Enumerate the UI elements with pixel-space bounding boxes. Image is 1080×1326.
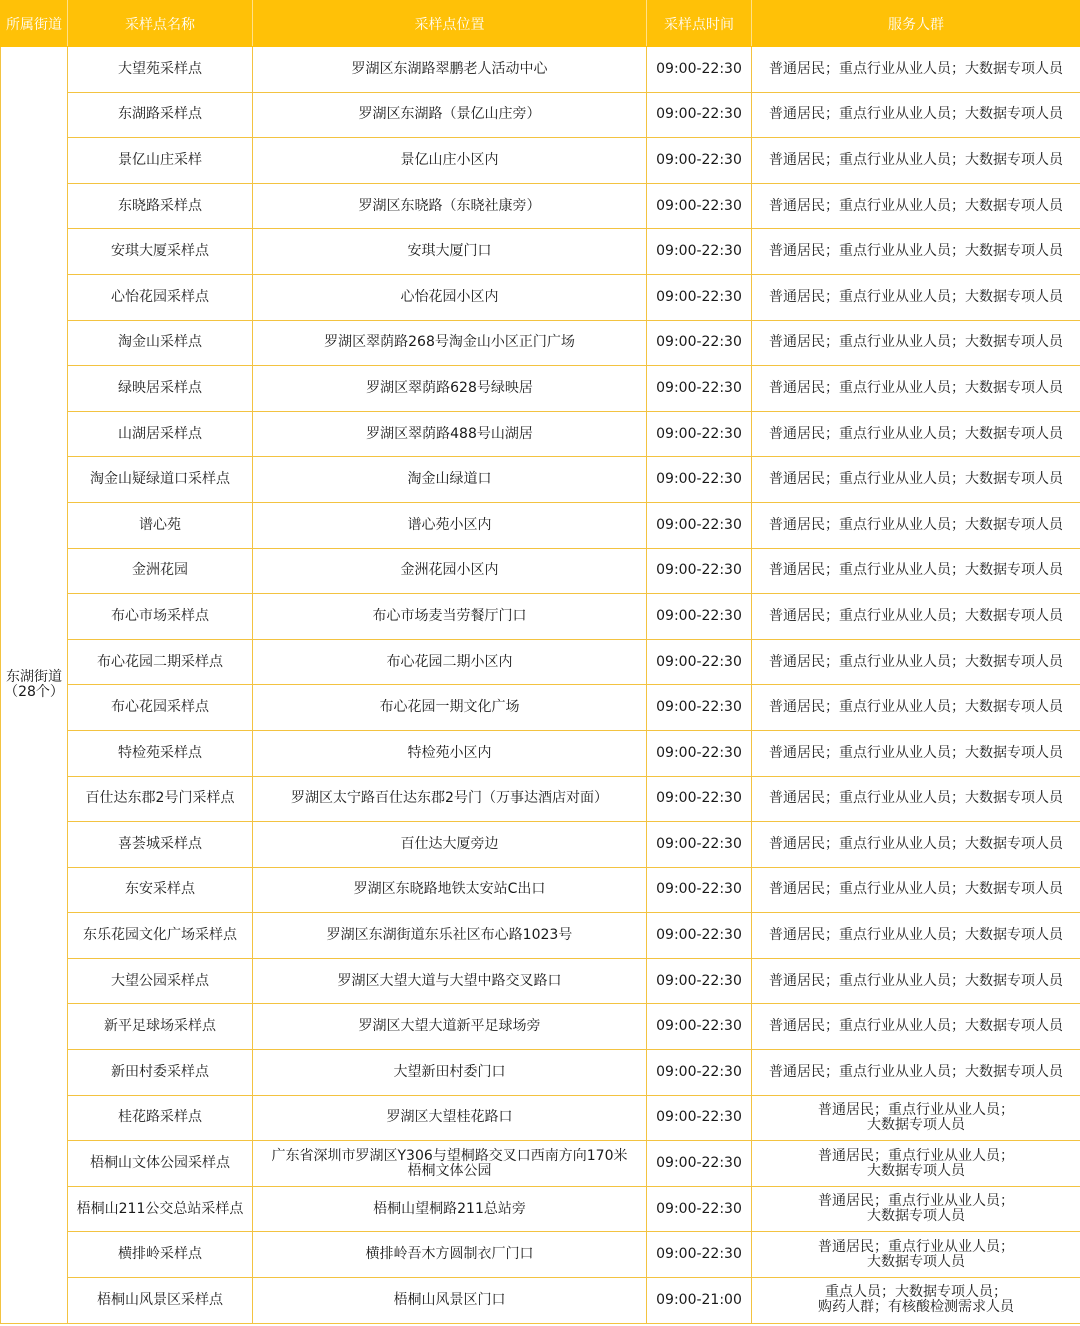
table-row <box>1 548 1080 594</box>
location-cell: 淘金山绿道口 <box>253 457 647 503</box>
time-cell: 09:00-22:30 <box>647 138 752 184</box>
location-cell: 金洲花园小区内 <box>253 548 647 594</box>
service-group-cell: 普通居民；重点行业从业人员； 大数据专项人员 <box>752 1095 1080 1141</box>
location-cell: 罗湖区大望桂花路口 <box>253 1095 647 1141</box>
table-row <box>1 730 1080 776</box>
service-group-cell: 普通居民；重点行业从业人员；大数据专项人员 <box>752 320 1080 366</box>
site-name-cell: 百仕达东郡2号门采样点 <box>68 776 253 822</box>
time-cell: 09:00-22:30 <box>647 639 752 685</box>
location-cell: 安琪大厦门口 <box>253 229 647 275</box>
service-group-cell: 普通居民；重点行业从业人员；大数据专项人员 <box>752 229 1080 275</box>
time-cell: 09:00-22:30 <box>647 183 752 229</box>
table-row <box>1 1232 1080 1278</box>
time-cell: 09:00-22:30 <box>647 47 752 93</box>
location-cell: 罗湖区东湖路翠鹏老人活动中心 <box>253 47 647 93</box>
table-row <box>1 1095 1080 1141</box>
table-row <box>1 229 1080 275</box>
table-row <box>1 822 1080 868</box>
location-cell: 广东省深圳市罗湖区Y306与望桐路交叉口西南方向170米 梧桐文体公园 <box>253 1141 647 1187</box>
time-cell: 09:00-22:30 <box>647 1232 752 1278</box>
header-location: 采样点位置 <box>253 1 647 47</box>
service-group-cell: 普通居民；重点行业从业人员；大数据专项人员 <box>752 776 1080 822</box>
service-group-cell: 普通居民；重点行业从业人员；大数据专项人员 <box>752 548 1080 594</box>
time-cell: 09:00-22:30 <box>647 411 752 457</box>
table-row <box>1 366 1080 412</box>
location-cell: 罗湖区翠荫路488号山湖居 <box>253 411 647 457</box>
time-cell: 09:00-22:30 <box>647 548 752 594</box>
time-cell: 09:00-22:30 <box>647 1186 752 1232</box>
site-name-cell: 特检苑采样点 <box>68 730 253 776</box>
location-cell: 罗湖区翠荫路268号淘金山小区正门广场 <box>253 320 647 366</box>
header-row <box>1 1 1080 47</box>
site-name-cell: 喜荟城采样点 <box>68 822 253 868</box>
site-name-cell: 新平足球场采样点 <box>68 1004 253 1050</box>
location-cell: 谱心苑小区内 <box>253 502 647 548</box>
site-name-cell: 景亿山庄采样 <box>68 138 253 184</box>
site-name-cell: 淘金山采样点 <box>68 320 253 366</box>
service-group-cell: 普通居民；重点行业从业人员； 大数据专项人员 <box>752 1232 1080 1278</box>
time-cell: 09:00-22:30 <box>647 685 752 731</box>
site-name-cell: 布心花园采样点 <box>68 685 253 731</box>
location-cell: 特检苑小区内 <box>253 730 647 776</box>
table-row <box>1 1004 1080 1050</box>
table-row <box>1 457 1080 503</box>
site-name-cell: 淘金山疑绿道口采样点 <box>68 457 253 503</box>
site-name-cell: 心怡花园采样点 <box>68 274 253 320</box>
header-time: 采样点时间 <box>647 1 752 47</box>
time-cell: 09:00-22:30 <box>647 229 752 275</box>
service-group-cell: 普通居民；重点行业从业人员； 大数据专项人员 <box>752 1141 1080 1187</box>
location-cell: 心怡花园小区内 <box>253 274 647 320</box>
location-cell: 罗湖区东湖路（景亿山庄旁） <box>253 92 647 138</box>
table-row <box>1 1050 1080 1096</box>
site-name-cell: 东乐花园文化广场采样点 <box>68 913 253 959</box>
table-row <box>1 320 1080 366</box>
location-cell: 罗湖区翠荫路628号绿映居 <box>253 366 647 412</box>
location-cell: 梧桐山望桐路211总站旁 <box>253 1186 647 1232</box>
table-row <box>1 1186 1080 1232</box>
time-cell: 09:00-22:30 <box>647 867 752 913</box>
location-cell: 罗湖区东晓路（东晓社康旁） <box>253 183 647 229</box>
site-name-cell: 山湖居采样点 <box>68 411 253 457</box>
service-group-cell: 普通居民；重点行业从业人员；大数据专项人员 <box>752 1004 1080 1050</box>
site-name-cell: 大望公园采样点 <box>68 958 253 1004</box>
table-row <box>1 776 1080 822</box>
service-group-cell: 普通居民；重点行业从业人员；大数据专项人员 <box>752 183 1080 229</box>
time-cell: 09:00-22:30 <box>647 1095 752 1141</box>
table-row <box>1 274 1080 320</box>
site-name-cell: 梧桐山文体公园采样点 <box>68 1141 253 1187</box>
time-cell: 09:00-22:30 <box>647 1004 752 1050</box>
service-group-cell: 普通居民；重点行业从业人员；大数据专项人员 <box>752 457 1080 503</box>
location-cell: 梧桐山风景区门口 <box>253 1278 647 1324</box>
location-cell: 横排岭吾木方圆制衣厂门口 <box>253 1232 647 1278</box>
table-row <box>1 411 1080 457</box>
service-group-cell: 普通居民；重点行业从业人员；大数据专项人员 <box>752 913 1080 959</box>
site-name-cell: 大望苑采样点 <box>68 47 253 93</box>
table-body <box>1 47 1080 1324</box>
service-group-cell: 普通居民；重点行业从业人员；大数据专项人员 <box>752 822 1080 868</box>
service-group-cell: 普通居民；重点行业从业人员；大数据专项人员 <box>752 138 1080 184</box>
table-row <box>1 1278 1080 1324</box>
location-cell: 布心花园一期文化广场 <box>253 685 647 731</box>
service-group-cell: 普通居民；重点行业从业人员；大数据专项人员 <box>752 1050 1080 1096</box>
service-group-cell: 普通居民；重点行业从业人员；大数据专项人员 <box>752 594 1080 640</box>
time-cell: 09:00-22:30 <box>647 822 752 868</box>
site-name-cell: 新田村委采样点 <box>68 1050 253 1096</box>
service-group-cell: 普通居民；重点行业从业人员；大数据专项人员 <box>752 92 1080 138</box>
site-name-cell: 金洲花园 <box>68 548 253 594</box>
time-cell: 09:00-22:30 <box>647 1141 752 1187</box>
site-name-cell: 布心市场采样点 <box>68 594 253 640</box>
service-group-cell: 普通居民；重点行业从业人员；大数据专项人员 <box>752 502 1080 548</box>
location-cell: 景亿山庄小区内 <box>253 138 647 184</box>
site-name-cell: 桂花路采样点 <box>68 1095 253 1141</box>
time-cell: 09:00-22:30 <box>647 457 752 503</box>
time-cell: 09:00-22:30 <box>647 958 752 1004</box>
time-cell: 09:00-22:30 <box>647 776 752 822</box>
location-cell: 布心花园二期小区内 <box>253 639 647 685</box>
header-site-name: 采样点名称 <box>68 1 253 47</box>
time-cell: 09:00-22:30 <box>647 730 752 776</box>
site-name-cell: 安琪大厦采样点 <box>68 229 253 275</box>
service-group-cell: 普通居民；重点行业从业人员；大数据专项人员 <box>752 47 1080 93</box>
table-row <box>1 138 1080 184</box>
site-name-cell: 东安采样点 <box>68 867 253 913</box>
service-group-cell: 普通居民；重点行业从业人员；大数据专项人员 <box>752 958 1080 1004</box>
location-cell: 百仕达大厦旁边 <box>253 822 647 868</box>
site-name-cell: 东湖路采样点 <box>68 92 253 138</box>
time-cell: 09:00-21:00 <box>647 1278 752 1324</box>
location-cell: 布心市场麦当劳餐厅门口 <box>253 594 647 640</box>
location-cell: 罗湖区大望大道与大望中路交叉路口 <box>253 958 647 1004</box>
table-row <box>1 92 1080 138</box>
service-group-cell: 普通居民；重点行业从业人员；大数据专项人员 <box>752 274 1080 320</box>
table-row <box>1 958 1080 1004</box>
service-group-cell: 普通居民；重点行业从业人员；大数据专项人员 <box>752 639 1080 685</box>
time-cell: 09:00-22:30 <box>647 1050 752 1096</box>
site-name-cell: 布心花园二期采样点 <box>68 639 253 685</box>
table-row <box>1 1141 1080 1187</box>
site-name-cell: 梧桐山风景区采样点 <box>68 1278 253 1324</box>
service-group-cell: 重点人员；大数据专项人员； 购药人群；有核酸检测需求人员 <box>752 1278 1080 1324</box>
service-group-cell: 普通居民；重点行业从业人员；大数据专项人员 <box>752 685 1080 731</box>
table-row <box>1 639 1080 685</box>
header-service-group: 服务人群 <box>752 1 1080 47</box>
service-group-cell: 普通居民；重点行业从业人员； 大数据专项人员 <box>752 1186 1080 1232</box>
street-cell <box>1 47 68 1324</box>
table-row <box>1 47 1080 93</box>
site-name-cell: 绿映居采样点 <box>68 366 253 412</box>
service-group-cell: 普通居民；重点行业从业人员；大数据专项人员 <box>752 366 1080 412</box>
service-group-cell: 普通居民；重点行业从业人员；大数据专项人员 <box>752 867 1080 913</box>
service-group-cell: 普通居民；重点行业从业人员；大数据专项人员 <box>752 411 1080 457</box>
location-cell: 罗湖区大望大道新平足球场旁 <box>253 1004 647 1050</box>
table-row <box>1 502 1080 548</box>
table-row <box>1 594 1080 640</box>
time-cell: 09:00-22:30 <box>647 92 752 138</box>
street-name: 东湖街道 <box>6 668 62 685</box>
time-cell: 09:00-22:30 <box>647 502 752 548</box>
table-row <box>1 913 1080 959</box>
time-cell: 09:00-22:30 <box>647 366 752 412</box>
location-cell: 罗湖区东晓路地铁太安站C出口 <box>253 867 647 913</box>
time-cell: 09:00-22:30 <box>647 274 752 320</box>
time-cell: 09:00-22:30 <box>647 594 752 640</box>
header-street: 所属街道 <box>1 1 68 47</box>
table-row <box>1 183 1080 229</box>
site-name-cell: 横排岭采样点 <box>68 1232 253 1278</box>
site-name-cell: 梧桐山211公交总站采样点 <box>68 1186 253 1232</box>
site-name-cell: 东晓路采样点 <box>68 183 253 229</box>
time-cell: 09:00-22:30 <box>647 320 752 366</box>
service-group-cell: 普通居民；重点行业从业人员；大数据专项人员 <box>752 730 1080 776</box>
location-cell: 罗湖区东湖街道东乐社区布心路1023号 <box>253 913 647 959</box>
time-cell: 09:00-22:30 <box>647 913 752 959</box>
street-site-count: （28个） <box>4 683 64 700</box>
table-row <box>1 867 1080 913</box>
table-row <box>1 685 1080 731</box>
location-cell: 罗湖区太宁路百仕达东郡2号门（万事达酒店对面） <box>253 776 647 822</box>
site-name-cell: 谱心苑 <box>68 502 253 548</box>
location-cell: 大望新田村委门口 <box>253 1050 647 1096</box>
